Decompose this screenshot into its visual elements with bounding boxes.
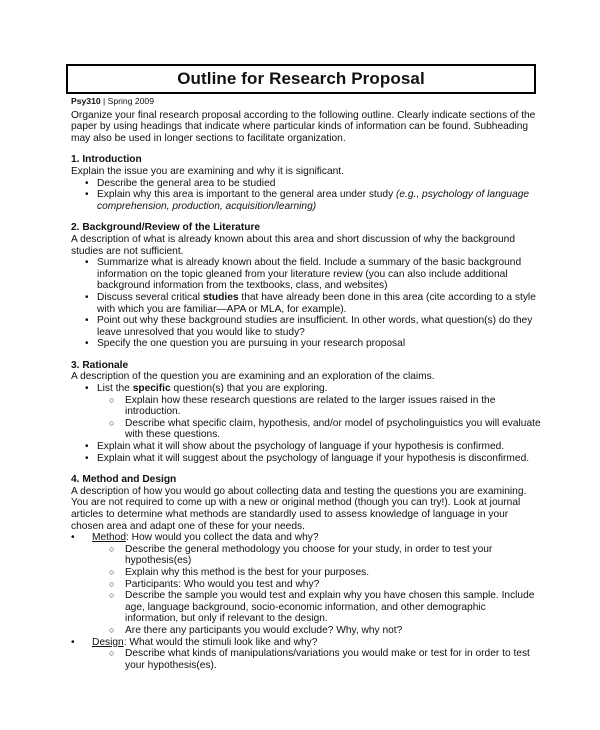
list-item-text: that have already been done in this area (cite according to a style with which you are familiar—APA or MLA, for example). [97, 291, 536, 315]
list-item [71, 441, 541, 453]
list-item-text: Describe what kinds of manipulations/variations you would make or test for in order to test your hypothesis(es). [125, 648, 530, 671]
section-heading-rationale: 3. Rationale [71, 359, 129, 371]
list-item [71, 315, 541, 338]
list-item-text: Explain why this area is important to the general area under study [97, 189, 396, 201]
document-body [71, 96, 541, 671]
circle-bullet-icon: ○ [109, 543, 115, 554]
list-item-text: Explain why this method is the best for your purposes. [125, 566, 370, 578]
list-item-text: Summarize what is already known about the field. Include a summary of the basic background information on the topic gleaned from your literature review (you can also include additional background information from the textbooks, class, and websites) [97, 257, 522, 292]
list-item-text: : What would the stimuli look like and why? [123, 636, 318, 648]
intro-paragraph: Organize your final research proposal according to the following outline. Clearly indicate sections of the paper by using headings that indicate where particular kinds of information can be found. Subheading may also be used in longer sections to facilitate organization. [71, 109, 536, 144]
section-description: A description of the question you are examining and an exploration of the claims. [71, 371, 435, 383]
bullet-icon: • [85, 291, 89, 303]
list-item-text: question(s) that you are exploring. [170, 383, 328, 395]
design-label: Design [92, 636, 124, 648]
course-line [71, 96, 541, 108]
list-item-emphasis: studies [202, 291, 239, 303]
course-code: Psy310 [71, 96, 101, 106]
bullet-icon: • [85, 189, 89, 201]
list-item-design [71, 637, 541, 649]
list-item [71, 178, 541, 190]
circle-bullet-icon: ○ [109, 590, 115, 601]
title-box [66, 64, 536, 94]
list-item [71, 257, 541, 292]
list-item-text: Describe the general methodology you choose for your study, in order to test your hypothesis(es) [125, 543, 493, 567]
list-item-text: Explain what it will suggest about the psychology of language if your hypothesis is disconfirmed. [97, 452, 530, 464]
list-item-text: Are there any participants you would exclude? Why, why not? [125, 624, 403, 636]
list-item-text: List the [97, 383, 133, 395]
list-item-text: Describe the general area to be studied [97, 177, 276, 189]
bullet-icon: • [85, 441, 89, 453]
bullet-list [71, 532, 541, 671]
bullet-list [71, 383, 541, 464]
list-item-method [71, 532, 541, 544]
section-heading-background: 2. Background/Review of the Literature [71, 222, 261, 234]
sub-list-item [71, 648, 541, 671]
bullet-icon: • [85, 257, 89, 269]
list-item [71, 338, 541, 350]
sub-list-item [71, 579, 541, 591]
list-item-emphasis: specific [132, 383, 171, 395]
list-item [71, 383, 541, 395]
list-item-text: Describe the sample you would test and explain why you have chosen this sample. Include age, language background, socio-economic information, and other demographic information, but only if relevant to the design. [125, 590, 535, 625]
list-item [71, 453, 541, 465]
sub-list-item [71, 418, 541, 441]
bullet-icon: • [85, 452, 89, 464]
sub-list-item [71, 395, 541, 418]
circle-bullet-icon: ○ [109, 566, 115, 577]
circle-bullet-icon: ○ [109, 624, 115, 635]
bullet-icon: • [85, 383, 89, 395]
list-item-text: Specify the one question you are pursuing in your research proposal [97, 338, 406, 350]
circle-bullet-icon: ○ [109, 648, 115, 659]
bullet-list [71, 178, 541, 213]
section-description: Explain the issue you are examining and why it is significant. [71, 165, 344, 177]
course-term: | Spring 2009 [100, 96, 154, 106]
section-heading-introduction: 1. Introduction [71, 154, 142, 166]
list-item-text: Point out why these background studies are insufficient. In other words, what question(s) do they leave unresolved that you would like to study? [97, 315, 533, 338]
bullet-icon: • [85, 315, 89, 327]
bullet-icon: • [71, 636, 75, 648]
list-item [71, 189, 541, 212]
sub-list-item [71, 544, 541, 567]
list-item-text: Participants: Who would you test and why? [125, 578, 320, 590]
bullet-icon: • [71, 532, 75, 544]
bullet-icon: • [85, 177, 89, 189]
section-description: A description of how you would go about collecting data and testing the questions you are examining. You are not required to come up with a new or original method (though you can try!). Look at journal articles to determine what methods are standardly used to assess knowledge of language in your chosen area and adapt one of these for your needs. [71, 485, 527, 532]
section-heading-method-design: 4. Method and Design [71, 474, 177, 486]
sub-list-item [71, 567, 541, 579]
bullet-list [71, 257, 541, 350]
list-item-text: Explain how these research questions are related to the larger issues raised in the introduction. [125, 394, 496, 418]
page-title: Outline for Research Proposal [177, 69, 425, 88]
list-item-example: (e.g., psychology of language comprehension, production, acquisition/learning) [97, 189, 530, 212]
list-item [71, 292, 541, 315]
section-description: A description of what is already known about this area and short discussion of why the background studies are not sufficient. [71, 233, 515, 257]
circle-bullet-icon: ○ [109, 394, 115, 405]
circle-bullet-icon: ○ [109, 578, 115, 589]
list-item-text: Describe what specific claim, hypothesis, and/or model of psycholinguistics you will evaluate with these questions. [125, 417, 541, 441]
method-label: Method [92, 532, 126, 544]
list-item-text: : How would you collect the data and why? [125, 532, 319, 544]
bullet-icon: • [85, 338, 89, 350]
circle-bullet-icon: ○ [109, 417, 115, 428]
sub-list-item [71, 590, 541, 625]
list-item-text: Explain what it will show about the psychology of language if your hypothesis is confirmed. [97, 441, 505, 453]
sub-list-item [71, 625, 541, 637]
list-item-text: Discuss several critical [97, 291, 203, 303]
